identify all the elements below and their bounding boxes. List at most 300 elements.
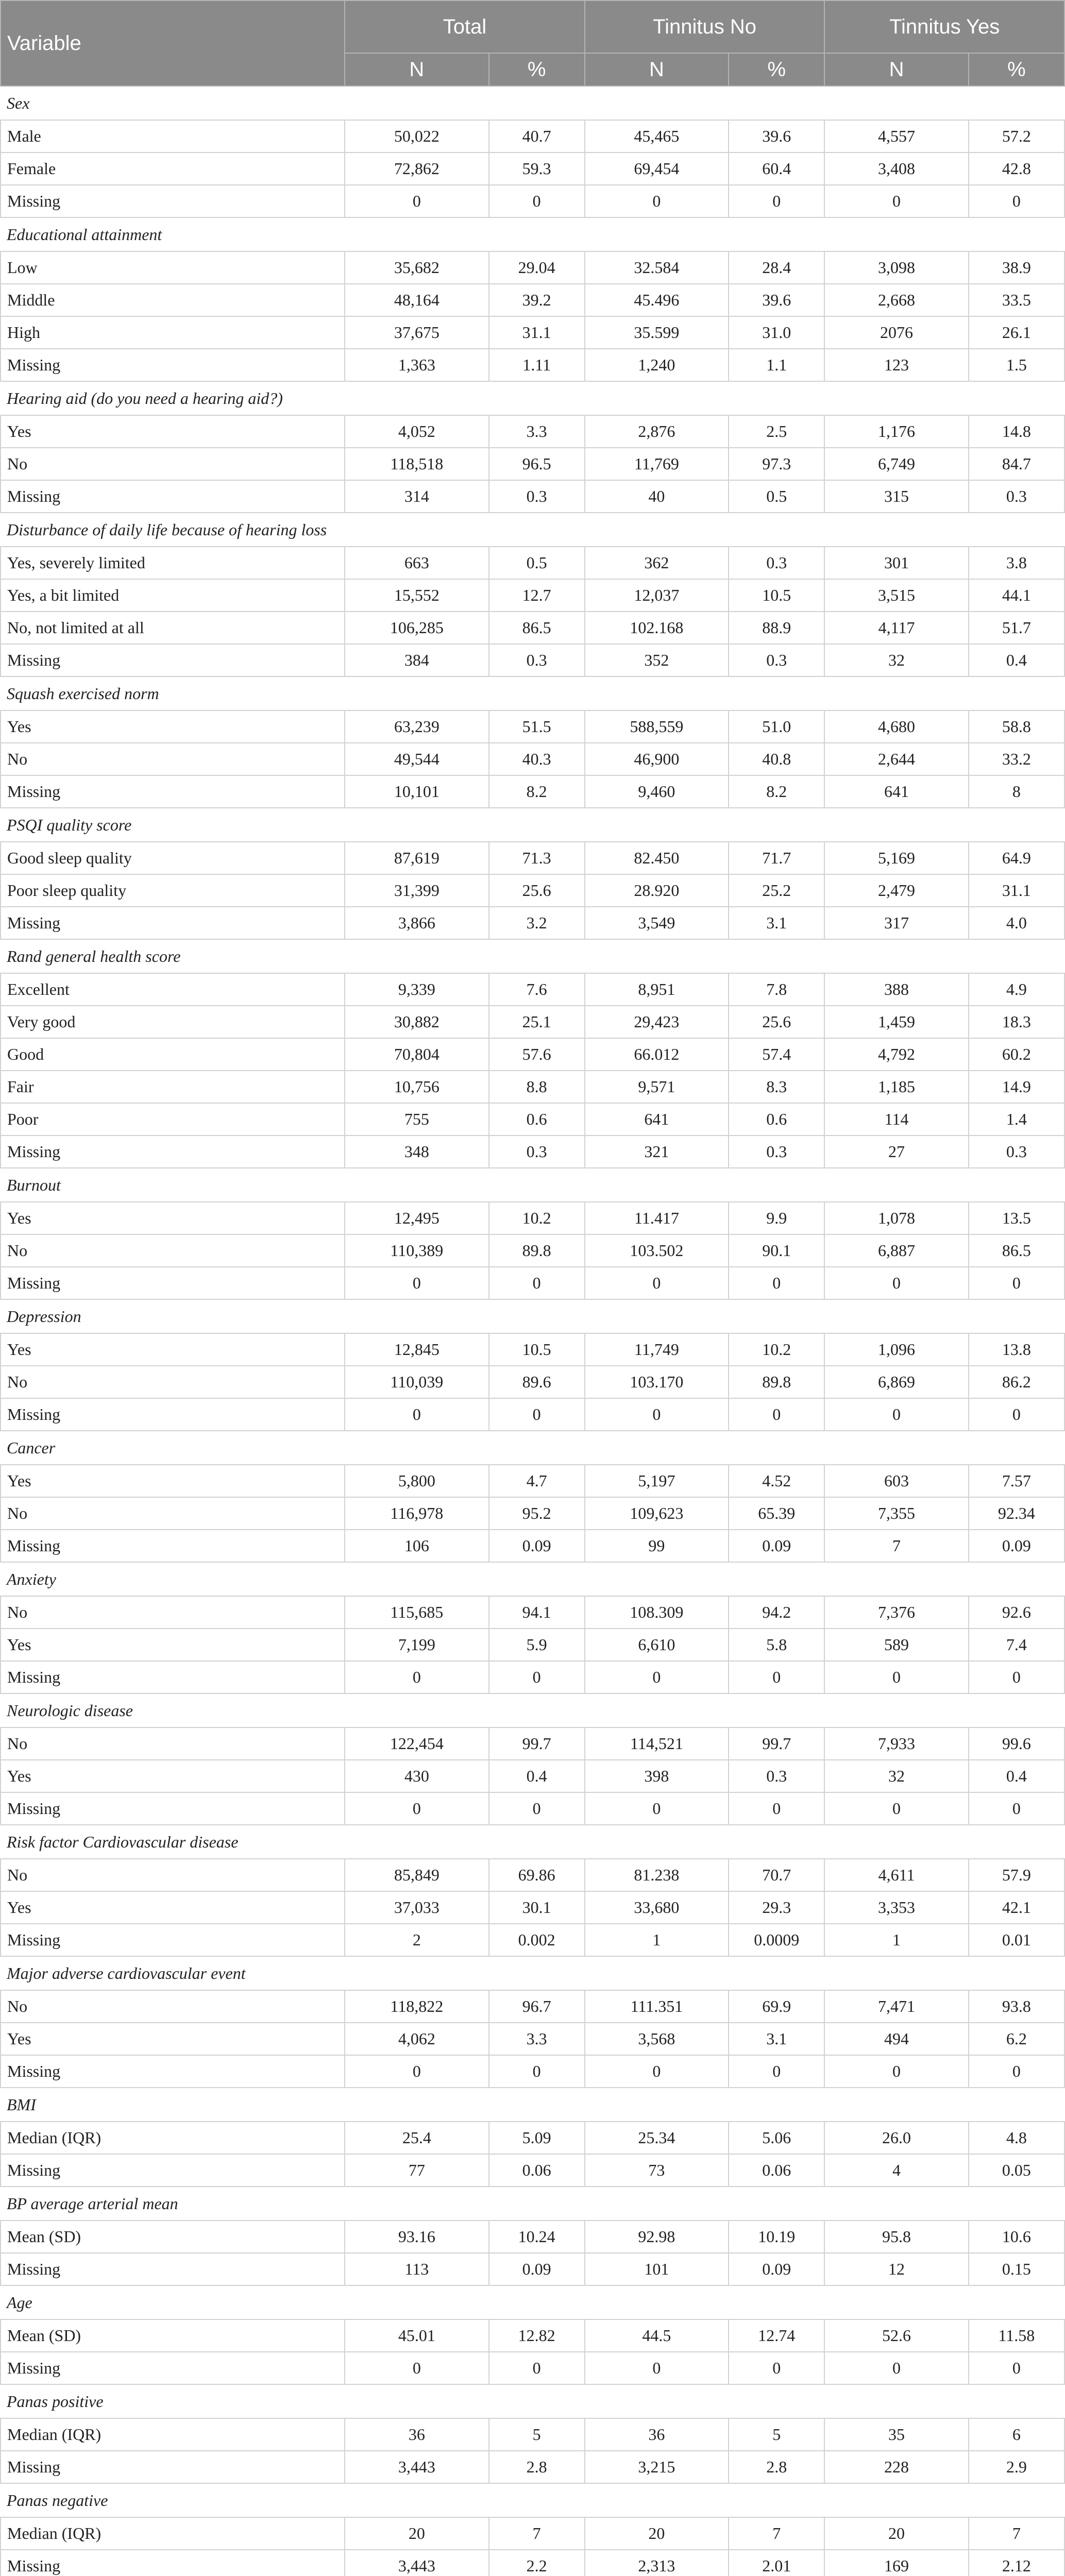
cell-percent: 0 [729,2055,824,2088]
cell-count: 32 [824,1760,968,1792]
cell-count: 72,862 [345,152,488,185]
cell-count: 11,769 [585,448,729,480]
cell-count: 92.98 [585,2221,729,2253]
cell-count: 110,389 [345,1234,488,1267]
cell-percent: 51.5 [489,710,585,743]
row-label: Poor sleep quality [1,874,345,907]
row-label: Good [1,1038,345,1071]
table-row [1,874,1064,907]
cell-count: 12,845 [345,1333,488,1366]
cell-count: 36 [345,2418,488,2451]
section-title: PSQI quality score [1,808,1064,842]
cell-count: 103.170 [585,1366,729,1398]
cell-count: 7,933 [824,1727,968,1760]
cell-percent: 10.5 [729,579,824,612]
cell-count: 6,749 [824,448,968,480]
cell-count: 3,515 [824,579,968,612]
cell-count: 1,176 [824,415,968,448]
cell-count: 12,495 [345,1202,488,1234]
cell-count: 0 [824,2055,968,2088]
cell-count: 37,675 [345,316,488,349]
row-label: Yes [1,1202,345,1234]
cell-percent: 39.6 [729,284,824,316]
section-header-row [1,2384,1064,2418]
cell-percent: 8.2 [729,775,824,808]
cell-percent: 33.5 [969,284,1064,316]
cell-percent: 0 [969,2352,1064,2384]
cell-percent: 89.8 [729,1366,824,1398]
row-label: Yes, a bit limited [1,579,345,612]
cell-percent: 0 [729,1661,824,1693]
cell-count: 0 [345,185,488,217]
table-row [1,120,1064,152]
table-row [1,644,1064,676]
section-title: Squash exercised norm [1,676,1064,710]
cell-percent: 1.4 [969,1103,1064,1136]
row-label: Middle [1,284,345,316]
cell-count: 15,552 [345,579,488,612]
cell-count: 12 [824,2253,968,2285]
cell-count: 5,169 [824,842,968,874]
cell-percent: 92.6 [969,1596,1064,1629]
cell-percent: 3.3 [489,415,585,448]
cell-percent: 0.4 [969,644,1064,676]
section-header-row [1,1299,1064,1333]
cell-count: 2 [345,1924,488,1956]
cell-percent: 96.5 [489,448,585,480]
cell-count: 9,460 [585,775,729,808]
cell-percent: 0 [729,185,824,217]
cell-count: 2,668 [824,284,968,316]
cell-percent: 0 [969,185,1064,217]
cell-count: 315 [824,480,968,513]
cell-percent: 31.1 [489,316,585,349]
cell-percent: 25.6 [489,874,585,907]
cell-percent: 40.3 [489,743,585,775]
cell-percent: 0.3 [489,644,585,676]
cell-count: 0 [585,185,729,217]
cell-percent: 0 [489,185,585,217]
table-row [1,2122,1064,2154]
cell-percent: 0 [969,1267,1064,1299]
cell-percent: 0.09 [489,2253,585,2285]
cell-count: 1,363 [345,349,488,381]
table-row [1,907,1064,939]
row-label: Yes [1,1629,345,1661]
cell-count: 29,423 [585,1006,729,1038]
table-row [1,1398,1064,1431]
cell-count: 52.6 [824,2319,968,2352]
header-percent: % [729,53,824,86]
cell-count: 12,037 [585,579,729,612]
cell-percent: 8.8 [489,1071,585,1103]
cell-count: 36 [585,2418,729,2451]
row-label: Missing [1,644,345,676]
cell-percent: 0.09 [969,1530,1064,1562]
table-row [1,152,1064,185]
cell-count: 31,399 [345,874,488,907]
cell-percent: 4.0 [969,907,1064,939]
cell-percent: 0.3 [489,1136,585,1168]
row-label: Poor [1,1103,345,1136]
table-row [1,2023,1064,2055]
cell-count: 10,756 [345,1071,488,1103]
cell-percent: 86.5 [969,1234,1064,1267]
cell-count: 1,459 [824,1006,968,1038]
cell-percent: 69.9 [729,1990,824,2023]
cell-percent: 10.24 [489,2221,585,2253]
table-row [1,1333,1064,1366]
cell-percent: 5 [729,2418,824,2451]
cell-percent: 42.8 [969,152,1064,185]
cell-percent: 7.57 [969,1465,1064,1497]
cell-count: 0 [824,185,968,217]
section-header-row [1,808,1064,842]
cell-percent: 70.7 [729,1859,824,1891]
cell-percent: 25.6 [729,1006,824,1038]
cell-count: 70,804 [345,1038,488,1071]
cell-count: 0 [585,2055,729,2088]
cell-percent: 0.3 [729,547,824,579]
table-row [1,1267,1064,1299]
cell-count: 2,313 [585,2550,729,2576]
row-label: Yes [1,415,345,448]
cell-percent: 94.2 [729,1596,824,1629]
table-row [1,1990,1064,2023]
row-label: No [1,1497,345,1530]
cell-count: 110,039 [345,1366,488,1398]
row-label: Missing [1,1136,345,1168]
cell-count: 0 [585,1398,729,1431]
cell-count: 0 [345,1792,488,1825]
cell-count: 66.012 [585,1038,729,1071]
cell-percent: 29.3 [729,1891,824,1924]
table-row [1,1629,1064,1661]
cell-percent: 0 [729,1792,824,1825]
cell-percent: 0 [489,2352,585,2384]
cell-count: 3,443 [345,2550,488,2576]
table-row [1,316,1064,349]
cell-count: 4,611 [824,1859,968,1891]
cell-count: 45,465 [585,120,729,152]
cell-percent: 0.4 [969,1760,1064,1792]
cell-percent: 2.2 [489,2550,585,2576]
cell-count: 49,544 [345,743,488,775]
cell-count: 111.351 [585,1990,729,2023]
cell-percent: 40.8 [729,743,824,775]
cell-percent: 99.6 [969,1727,1064,1760]
cell-count: 2076 [824,316,968,349]
table-row [1,1202,1064,1234]
row-label: Median (IQR) [1,2418,345,2451]
cell-percent: 8 [969,775,1064,808]
cell-count: 4,117 [824,612,968,644]
cell-percent: 5 [489,2418,585,2451]
header-percent: % [489,53,585,86]
cell-count: 228 [824,2451,968,2483]
cell-percent: 13.5 [969,1202,1064,1234]
cell-percent: 5.9 [489,1629,585,1661]
cell-percent: 60.2 [969,1038,1064,1071]
cell-percent: 28.4 [729,251,824,284]
row-label: Missing [1,2154,345,2187]
cell-count: 6,869 [824,1366,968,1398]
cell-percent: 33.2 [969,743,1064,775]
cell-percent: 10.2 [489,1202,585,1234]
table-row [1,1465,1064,1497]
cell-count: 5,197 [585,1465,729,1497]
section-title: Educational attainment [1,217,1064,251]
cell-count: 321 [585,1136,729,1168]
cell-percent: 12.74 [729,2319,824,2352]
header-variable: Variable [1,1,345,86]
cell-count: 108.309 [585,1596,729,1629]
cell-percent: 99.7 [729,1727,824,1760]
cell-count: 641 [585,1103,729,1136]
cell-percent: 5.8 [729,1629,824,1661]
table-row [1,2319,1064,2352]
row-label: No [1,1234,345,1267]
cell-count: 46,900 [585,743,729,775]
table-row [1,1924,1064,1956]
row-label: Excellent [1,973,345,1006]
row-label: Missing [1,2352,345,2384]
row-label: Missing [1,2055,345,2088]
cell-count: 663 [345,547,488,579]
row-label: Median (IQR) [1,2122,345,2154]
cell-count: 35 [824,2418,968,2451]
table-header [1,1,1064,86]
row-label: Male [1,120,345,152]
table-row [1,547,1064,579]
section-title: Panas negative [1,2483,1064,2517]
cell-percent: 92.34 [969,1497,1064,1530]
table-row [1,1530,1064,1562]
cell-percent: 31.0 [729,316,824,349]
cell-count: 10,101 [345,775,488,808]
cell-percent: 0.06 [729,2154,824,2187]
cell-percent: 14.9 [969,1071,1064,1103]
cell-count: 5,800 [345,1465,488,1497]
cell-percent: 39.6 [729,120,824,152]
section-title: Disturbance of daily life because of hearing loss [1,513,1064,547]
table-row [1,775,1064,808]
table-row [1,2253,1064,2285]
cell-count: 7 [824,1530,968,1562]
row-label: No, not limited at all [1,612,345,644]
cell-count: 115,685 [345,1596,488,1629]
section-title: Anxiety [1,1562,1064,1596]
cell-percent: 0.5 [489,547,585,579]
row-label: Yes [1,2023,345,2055]
cell-count: 35,682 [345,251,488,284]
table-row [1,1727,1064,1760]
section-header-row [1,2187,1064,2221]
cell-count: 352 [585,644,729,676]
cell-percent: 0.6 [489,1103,585,1136]
cell-percent: 0 [969,1792,1064,1825]
header-group-tinnitus-no: Tinnitus No [585,1,825,53]
row-label: Missing [1,1530,345,1562]
cell-count: 85,849 [345,1859,488,1891]
cell-percent: 2.8 [729,2451,824,2483]
cell-percent: 38.9 [969,251,1064,284]
row-label: Missing [1,1661,345,1693]
row-label: Yes, severely limited [1,547,345,579]
cell-percent: 89.6 [489,1366,585,1398]
section-header-row [1,939,1064,973]
cell-count: 3,549 [585,907,729,939]
section-header-row [1,86,1064,120]
cell-count: 7,199 [345,1629,488,1661]
cell-percent: 51.0 [729,710,824,743]
row-label: Missing [1,2253,345,2285]
cell-percent: 42.1 [969,1891,1064,1924]
cell-percent: 9.9 [729,1202,824,1234]
cell-percent: 25.2 [729,874,824,907]
cell-percent: 57.4 [729,1038,824,1071]
table-row [1,579,1064,612]
cell-count: 317 [824,907,968,939]
cell-percent: 0.002 [489,1924,585,1956]
table-row [1,2451,1064,2483]
section-title: Panas positive [1,2384,1064,2418]
row-label: No [1,1596,345,1629]
section-header-row [1,1562,1064,1596]
row-label: Yes [1,710,345,743]
cell-percent: 7.8 [729,973,824,1006]
cell-count: 20 [585,2517,729,2550]
cell-percent: 0.3 [729,644,824,676]
cell-percent: 2.01 [729,2550,824,2576]
section-title: BMI [1,2088,1064,2122]
cell-count: 20 [345,2517,488,2550]
table-row [1,2055,1064,2088]
section-header-row [1,676,1064,710]
cell-count: 3,353 [824,1891,968,1924]
section-header-row [1,1956,1064,1990]
cell-percent: 95.2 [489,1497,585,1530]
cell-count: 50,022 [345,120,488,152]
cell-count: 63,239 [345,710,488,743]
cell-percent: 0.09 [729,1530,824,1562]
cell-count: 106,285 [345,612,488,644]
cell-percent: 3.3 [489,2023,585,2055]
cell-count: 116,978 [345,1497,488,1530]
cell-percent: 14.8 [969,415,1064,448]
row-label: No [1,1990,345,2023]
cell-percent: 0.3 [969,1136,1064,1168]
cell-count: 301 [824,547,968,579]
section-title: Rand general health score [1,939,1064,973]
cell-percent: 0 [969,1398,1064,1431]
cell-count: 81.238 [585,1859,729,1891]
cell-percent: 57.2 [969,120,1064,152]
cell-count: 0 [585,1661,729,1693]
cell-percent: 4.7 [489,1465,585,1497]
table-row [1,2517,1064,2550]
cell-percent: 29.04 [489,251,585,284]
cell-count: 4,557 [824,120,968,152]
section-header-row [1,381,1064,415]
cell-count: 641 [824,775,968,808]
cell-percent: 26.1 [969,316,1064,349]
cell-percent: 0 [969,2055,1064,2088]
cell-percent: 6 [969,2418,1064,2451]
table-row [1,1760,1064,1792]
table-row [1,1234,1064,1267]
cell-percent: 13.8 [969,1333,1064,1366]
cell-count: 1,096 [824,1333,968,1366]
cell-percent: 0.09 [489,1530,585,1562]
table-row [1,349,1064,381]
row-label: Median (IQR) [1,2517,345,2550]
cell-count: 603 [824,1465,968,1497]
cell-percent: 44.1 [969,579,1064,612]
cell-percent: 18.3 [969,1006,1064,1038]
row-label: Fair [1,1071,345,1103]
cell-percent: 0.5 [729,480,824,513]
cell-percent: 60.4 [729,152,824,185]
cell-percent: 64.9 [969,842,1064,874]
cell-percent: 7 [729,2517,824,2550]
table-row [1,1006,1064,1038]
cell-percent: 11.58 [969,2319,1064,2352]
cell-percent: 0 [489,1267,585,1299]
cell-count: 0 [824,2352,968,2384]
cell-count: 123 [824,349,968,381]
cell-count: 0 [824,1661,968,1693]
cell-count: 45.496 [585,284,729,316]
cell-count: 101 [585,2253,729,2285]
table-row [1,1497,1064,1530]
table-row [1,284,1064,316]
cell-percent: 86.2 [969,1366,1064,1398]
row-label: Missing [1,1792,345,1825]
section-header-row [1,2483,1064,2517]
cell-percent: 7.4 [969,1629,1064,1661]
table-row [1,185,1064,217]
table-row [1,1859,1064,1891]
cell-percent: 51.7 [969,612,1064,644]
cell-count: 494 [824,2023,968,2055]
cell-percent: 0 [489,1398,585,1431]
section-title: Burnout [1,1168,1064,1202]
section-title: Depression [1,1299,1064,1333]
section-title: Age [1,2285,1064,2319]
cell-count: 1,078 [824,1202,968,1234]
table-row [1,743,1064,775]
cell-count: 40 [585,480,729,513]
header-group-total: Total [345,1,585,53]
cell-percent: 30.1 [489,1891,585,1924]
row-label: No [1,1859,345,1891]
cell-count: 26.0 [824,2122,968,2154]
cell-percent: 71.3 [489,842,585,874]
cell-count: 11,749 [585,1333,729,1366]
table-row [1,1596,1064,1629]
row-label: Missing [1,775,345,808]
cell-count: 32.584 [585,251,729,284]
cell-percent: 96.7 [489,1990,585,2023]
cell-percent: 0.06 [489,2154,585,2187]
row-label: Missing [1,1924,345,1956]
cell-count: 8,951 [585,973,729,1006]
section-header-row [1,1168,1064,1202]
cell-percent: 12.82 [489,2319,585,2352]
section-title: BP average arterial mean [1,2187,1064,2221]
cell-count: 122,454 [345,1727,488,1760]
